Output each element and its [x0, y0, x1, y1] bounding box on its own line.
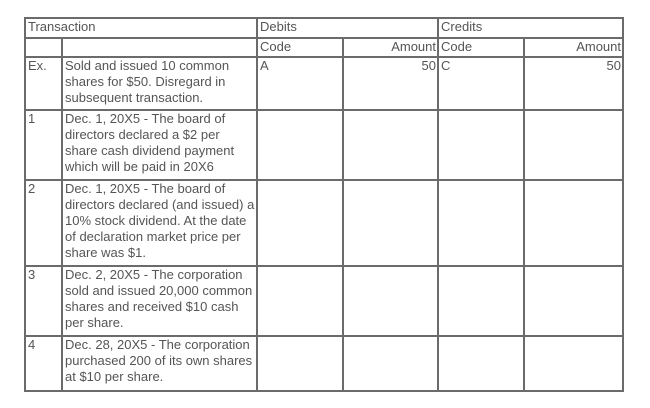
credit-code-header: Code: [438, 38, 524, 57]
debit-code-cell[interactable]: A: [257, 57, 343, 110]
credit-code-cell[interactable]: [438, 180, 524, 266]
debit-code-cell[interactable]: [257, 336, 343, 391]
credit-amount-cell[interactable]: [524, 180, 623, 266]
debit-amount-cell[interactable]: [343, 336, 438, 391]
table-row: [25, 266, 623, 336]
credit-amount-header: Amount: [524, 38, 623, 57]
table-row: [25, 180, 623, 266]
row-number: 3: [25, 266, 62, 336]
credit-amount-cell[interactable]: [524, 266, 623, 336]
debit-amount-cell[interactable]: [343, 180, 438, 266]
credit-code-cell[interactable]: [438, 266, 524, 336]
row-number: 1: [25, 110, 62, 180]
row-description: Dec. 1, 20X5 - The board of directors declared (and issued) a 10% stock dividend. At the date of declaration market price per share was $1.: [62, 180, 257, 266]
debit-amount-cell[interactable]: 50: [343, 57, 438, 110]
row-number: 4: [25, 336, 62, 391]
subheader-row: [25, 38, 623, 57]
credit-code-cell[interactable]: [438, 336, 524, 391]
credit-amount-cell[interactable]: 50: [524, 57, 623, 110]
credit-amount-cell[interactable]: [524, 110, 623, 180]
row-description: Dec. 2, 20X5 - The corporation sold and issued 20,000 common shares and received $10 cash per share.: [62, 266, 257, 336]
row-number: Ex.: [25, 57, 62, 110]
blank-description-header: [62, 38, 257, 57]
table-row: [25, 57, 623, 110]
header-row: [25, 18, 623, 38]
debit-code-cell[interactable]: [257, 180, 343, 266]
blank-number-header: [25, 38, 62, 57]
debits-header: Debits: [257, 18, 438, 38]
row-description: Sold and issued 10 common shares for $50. Disregard in subsequent transaction.: [62, 57, 257, 110]
debit-amount-cell[interactable]: [343, 110, 438, 180]
debit-code-cell[interactable]: [257, 110, 343, 180]
debit-amount-header: Amount: [343, 38, 438, 57]
row-number: 2: [25, 180, 62, 266]
debit-code-header: Code: [257, 38, 343, 57]
credit-code-cell[interactable]: C: [438, 57, 524, 110]
table-row: [25, 110, 623, 180]
table-row: [25, 336, 623, 391]
row-description: Dec. 28, 20X5 - The corporation purchased 200 of its own shares at $10 per share.: [62, 336, 257, 391]
credits-header: Credits: [438, 18, 623, 38]
credit-amount-cell[interactable]: [524, 336, 623, 391]
debit-code-cell[interactable]: [257, 266, 343, 336]
debit-amount-cell[interactable]: [343, 266, 438, 336]
journal-entry-table: [24, 17, 624, 392]
credit-code-cell[interactable]: [438, 110, 524, 180]
transaction-header: Transaction: [25, 18, 257, 38]
row-description: Dec. 1, 20X5 - The board of directors declared a $2 per share cash dividend payment which will be paid in 20X6: [62, 110, 257, 180]
